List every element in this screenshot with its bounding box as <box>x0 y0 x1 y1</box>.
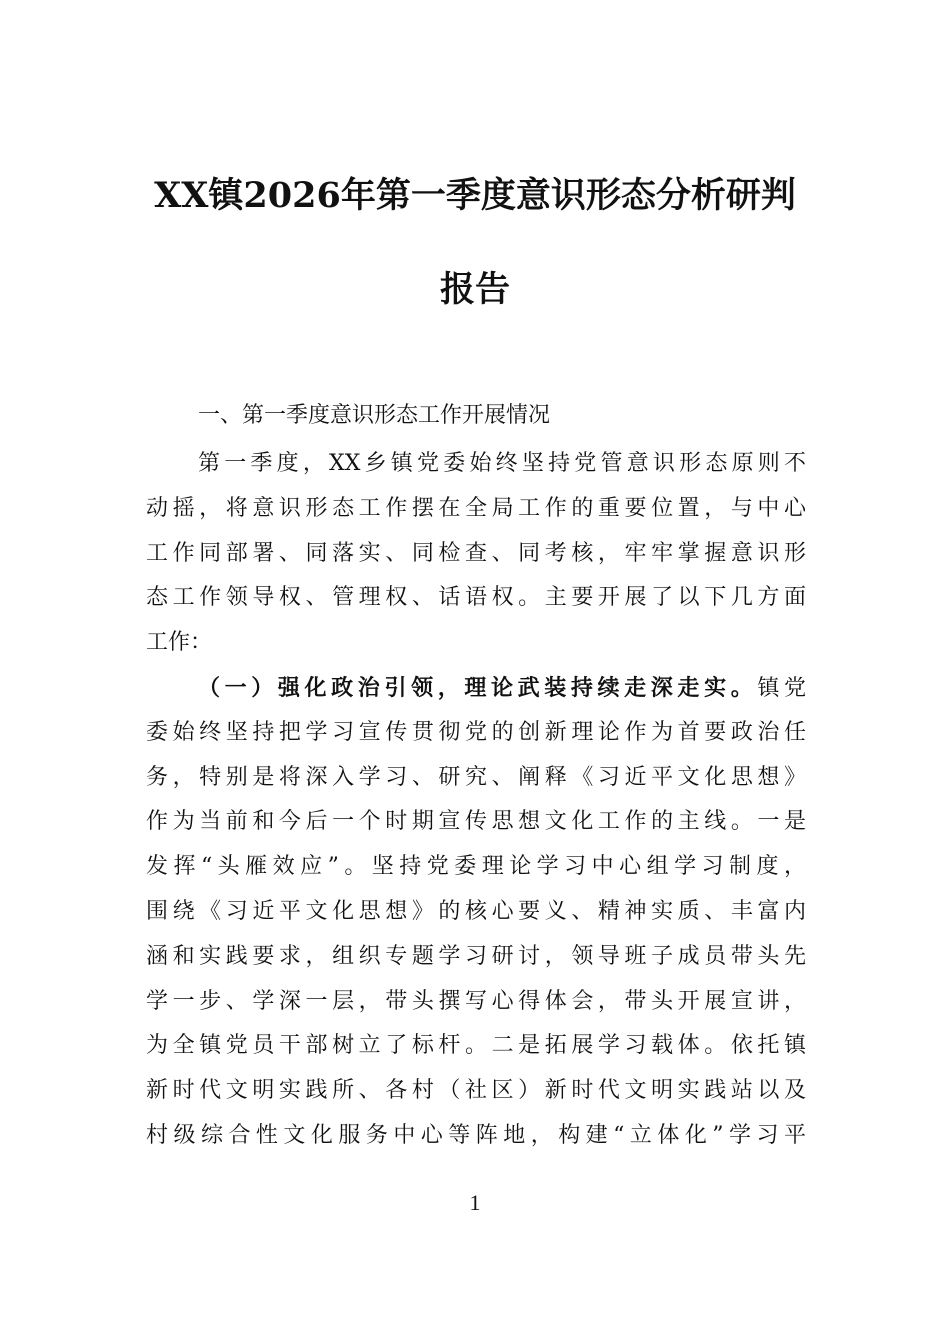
paragraph-line <box>146 666 806 711</box>
paragraph-line: 新时代文明实践所、各村（社区）新时代文明实践站以及 <box>146 1078 806 1104</box>
paragraph-subsection-1 <box>146 666 806 1159</box>
paragraph-line: 为全镇党员干部树立了标杆。二是拓展学习载体。依托镇 <box>146 1033 806 1059</box>
paragraph-line: 态工作领导权、管理权、话语权。主要开展了以下几方面 <box>146 585 806 611</box>
paragraph-line: 围绕《习近平文化思想》的核心要义、精神实质、丰富内 <box>146 898 806 924</box>
paragraph-line: 务，特别是将深入学习、研究、阐释《习近平文化思想》 <box>146 764 806 790</box>
paragraph-line: 工作： <box>146 630 213 656</box>
paragraph-line: 村级综合性文化服务中心等阵地，构建“立体化”学习平 <box>146 1122 806 1148</box>
document-title-line1: XX镇2026年第一季度意识形态分析研判 <box>154 175 796 216</box>
paragraph-line: 作为当前和今后一个时期宣传思想文化工作的主线。一是 <box>146 809 806 835</box>
paragraph-line: 委始终坚持把学习宣传贯彻党的创新理论作为首要政治任 <box>146 719 806 745</box>
paragraph-line: 发挥“头雁效应”。坚持党委理论学习中心组学习制度， <box>146 854 806 880</box>
subsection-lead: （一）强化政治引领，理论武装持续走深走实。 <box>198 675 758 701</box>
paragraph-line: 第一季度，XX乡镇党委始终坚持党管意识形态原则不 <box>198 451 806 476</box>
paragraph-line-rest: 镇党 <box>757 676 806 701</box>
page-number: 1 <box>469 1190 481 1215</box>
paragraph-line: 涵和实践要求，组织专题学习研讨，领导班子成员带头先 <box>146 943 806 969</box>
paragraph-intro <box>146 442 806 666</box>
paragraph-line: 动摇，将意识形态工作摆在全局工作的重要位置，与中心 <box>146 495 806 521</box>
section-heading: 一、第一季度意识形态工作开展情况 <box>198 403 551 428</box>
paragraph-line: 学一步、学深一层，带头撰写心得体会，带头开展宣讲， <box>146 988 806 1014</box>
paragraph-line: 工作同部署、同落实、同检查、同考核，牢牢掌握意识形 <box>146 540 806 566</box>
document-title-line2: 报告 <box>439 269 510 310</box>
